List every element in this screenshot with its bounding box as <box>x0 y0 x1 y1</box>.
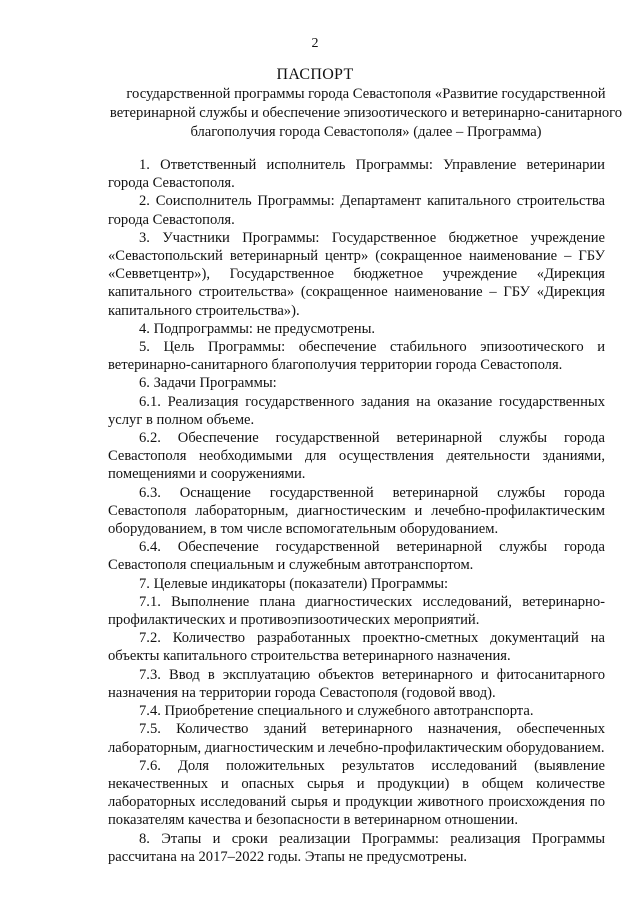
paragraph-responsible-executor: 1. Ответственный исполнитель Программы: Управление ветеринарии города Севастополя. <box>108 157 605 192</box>
paragraph-task-6-2: 6.2. Обеспечение государственной ветеринарной службы города Севастополя необходимыми для осуществления деятельности зданиями, помещениями и сооружениями. <box>108 430 605 483</box>
paragraph-subprograms: 4. Подпрограммы: не предусмотрены. <box>139 320 376 337</box>
paragraph-task-6-4: 6.4. Обеспечение государственной ветеринарной службы города Севастополя специальным и служебным автотранспортом. <box>108 539 605 574</box>
paragraph-indicator-7-3: 7.3. Ввод в эксплуатацию объектов ветеринарного и фитосанитарного назначения на территории города Севастополя (годовой ввод). <box>108 666 605 701</box>
paragraph-task-6-1: 6.1. Реализация государственного задания на оказание государственных услуг в полном объеме. <box>108 393 605 428</box>
paragraph-indicator-7-6: 7.6. Доля положительных результатов исследований (выявление некачественных и опасных сырья и продукции) в общем количестве лабораторных исследований сырья и продукции животного происхождения по показателям качества и безопасности в ветеринарном отношении. <box>108 757 605 829</box>
paragraph-tasks-heading: 6. Задачи Программы: <box>139 375 277 392</box>
paragraph-indicator-7-2: 7.2. Количество разработанных проектно-сметных документаций на объекты капитального строительства ветеринарного назначения. <box>108 630 605 665</box>
paragraph-participants: 3. Участники Программы: Государственное бюджетное учреждение «Севастопольский ветеринарный центр» (сокращенное наименование – ГБУ «Севветцентр»), Государственное бюджетное учреждение «Дирекция капитального строительства» (сокращенное наименование – ГБУ «Дирекция капитального строительства»). <box>108 229 605 319</box>
document-title: ПАСПОРТ <box>276 66 354 83</box>
paragraph-task-6-3: 6.3. Оснащение государственной ветеринарной службы города Севастополя лабораторным, диагностическим и лечебно-профилактическим оборудованием, в том числе вспомогательным оборудованием. <box>108 484 605 538</box>
document-body <box>108 156 605 866</box>
paragraph-indicators-heading: 7. Целевые индикаторы (показатели) Программы: <box>139 575 449 592</box>
document-subtitle: государственной программы города Севастополя «Развитие государственной ветеринарной службы и обеспечение эпизоотического и ветеринарно-санитарного благополучия города Севастополя» (далее – Программа) <box>109 86 623 140</box>
paragraph-co-executor: 2. Соисполнитель Программы: Департамент капитального строительства города Севастополя. <box>108 193 605 228</box>
paragraph-indicator-7-4: 7.4. Приобретение специального и служебного автотранспорта. <box>139 703 534 720</box>
paragraph-indicator-7-1: 7.1. Выполнение плана диагностических исследований, ветеринарно-профилактических и противоэпизоотических мероприятий. <box>108 593 605 629</box>
paragraph-stages-and-terms: 8. Этапы и сроки реализации Программы: реализация Программы рассчитана на 2017–2022 годы. Этапы не предусмотрены. <box>108 830 605 865</box>
paragraph-indicator-7-5: 7.5. Количество зданий ветеринарного назначения, обеспеченных лабораторным, диагностическим и лечебно-профилактическим оборудованием. <box>108 721 605 756</box>
page-number: 2 <box>311 36 319 51</box>
paragraph-goal: 5. Цель Программы: обеспечение стабильного эпизоотического и ветеринарно-санитарного благополучия территории города Севастополя. <box>108 339 605 374</box>
